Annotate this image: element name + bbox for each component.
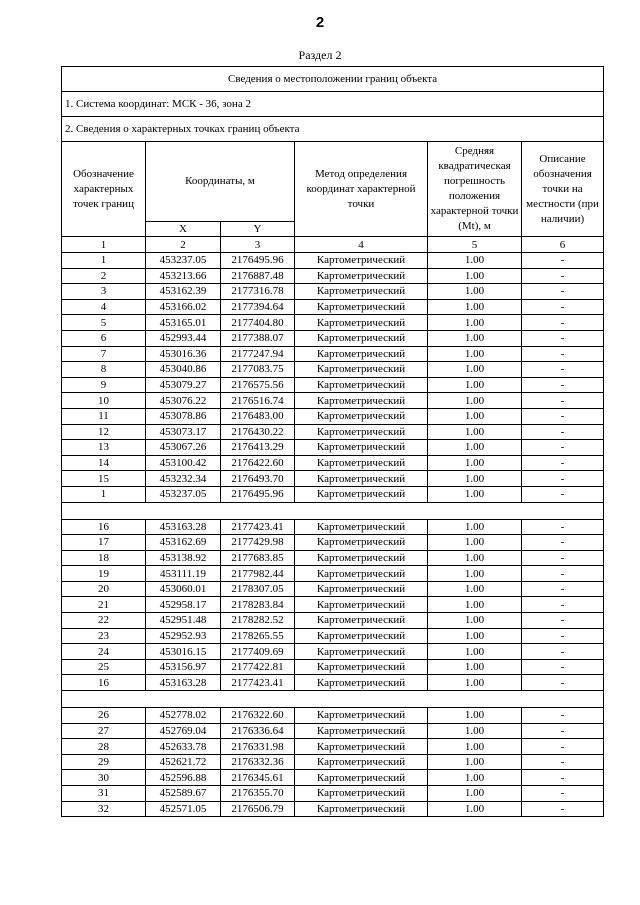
table-row	[62, 723, 604, 739]
mean-error: 1.00	[428, 786, 522, 802]
description: -	[522, 739, 604, 755]
description: -	[522, 628, 604, 644]
point-designation: 9	[62, 377, 146, 393]
point-designation: 31	[62, 786, 146, 802]
table-row	[62, 299, 604, 315]
method: Картометрический	[295, 284, 428, 300]
coord-y: 2176332.36	[221, 754, 295, 770]
point-designation: 26	[62, 708, 146, 724]
coord-x: 452633.78	[146, 739, 221, 755]
table-row	[62, 675, 604, 691]
coord-x: 453079.27	[146, 377, 221, 393]
method: Картометрический	[295, 675, 428, 691]
table-row	[62, 253, 604, 269]
header-x: X	[146, 222, 221, 237]
table-row	[62, 362, 604, 378]
method: Картометрический	[295, 408, 428, 424]
method: Картометрический	[295, 299, 428, 315]
method: Картометрический	[295, 440, 428, 456]
table-row	[62, 486, 604, 502]
description: -	[522, 519, 604, 535]
coord-y: 2177423.41	[221, 675, 295, 691]
description: -	[522, 253, 604, 269]
point-designation: 27	[62, 723, 146, 739]
method: Картометрический	[295, 362, 428, 378]
coord-y: 2176483.00	[221, 408, 295, 424]
point-designation: 24	[62, 644, 146, 660]
mean-error: 1.00	[428, 393, 522, 409]
description: -	[522, 408, 604, 424]
coord-y: 2177404.80	[221, 315, 295, 331]
column-number: 5	[428, 237, 522, 253]
method: Картометрический	[295, 424, 428, 440]
point-designation: 5	[62, 315, 146, 331]
coord-x: 453163.28	[146, 519, 221, 535]
table-row	[62, 440, 604, 456]
method: Картометрический	[295, 330, 428, 346]
coord-x: 452571.05	[146, 801, 221, 817]
table-row	[62, 471, 604, 487]
description: -	[522, 708, 604, 724]
mean-error: 1.00	[428, 315, 522, 331]
coord-x: 453165.01	[146, 315, 221, 331]
coord-x: 452958.17	[146, 597, 221, 613]
description: -	[522, 377, 604, 393]
table-row	[62, 346, 604, 362]
coord-x: 453138.92	[146, 550, 221, 566]
point-designation: 19	[62, 566, 146, 582]
method: Картометрический	[295, 597, 428, 613]
table-row	[62, 581, 604, 597]
description: -	[522, 486, 604, 502]
coord-x: 452621.72	[146, 754, 221, 770]
coord-x: 453073.17	[146, 424, 221, 440]
point-designation: 29	[62, 754, 146, 770]
coord-x: 453100.42	[146, 455, 221, 471]
description: -	[522, 754, 604, 770]
mean-error: 1.00	[428, 739, 522, 755]
description: -	[522, 597, 604, 613]
separator-cell	[62, 691, 604, 708]
coord-x: 452951.48	[146, 613, 221, 629]
header-row	[62, 142, 604, 222]
header-error: Средняя квадратическая погрешность положения характерной точки (Mt), м	[428, 142, 522, 237]
coord-y: 2176495.96	[221, 253, 295, 269]
coord-x: 453162.69	[146, 535, 221, 551]
coord-y: 2177083.75	[221, 362, 295, 378]
coord-x: 453237.05	[146, 486, 221, 502]
group-separator-row	[62, 502, 604, 519]
mean-error: 1.00	[428, 455, 522, 471]
separator-cell	[62, 502, 604, 519]
coord-x: 452769.04	[146, 723, 221, 739]
point-designation: 18	[62, 550, 146, 566]
coord-x: 453111.19	[146, 566, 221, 582]
coord-y: 2176355.70	[221, 786, 295, 802]
point-designation: 2	[62, 268, 146, 284]
mean-error: 1.00	[428, 299, 522, 315]
table-row	[62, 519, 604, 535]
mean-error: 1.00	[428, 613, 522, 629]
coord-x: 453078.86	[146, 408, 221, 424]
column-number: 2	[146, 237, 221, 253]
description: -	[522, 440, 604, 456]
point-designation: 21	[62, 597, 146, 613]
coord-x: 453076.22	[146, 393, 221, 409]
coord-y: 2176506.79	[221, 801, 295, 817]
method: Картометрический	[295, 708, 428, 724]
point-designation: 1	[62, 486, 146, 502]
point-designation: 6	[62, 330, 146, 346]
method: Картометрический	[295, 519, 428, 535]
mean-error: 1.00	[428, 801, 522, 817]
description: -	[522, 330, 604, 346]
method: Картометрический	[295, 253, 428, 269]
header-method: Метод определения координат характерной точки	[295, 142, 428, 237]
description: -	[522, 315, 604, 331]
description: -	[522, 268, 604, 284]
section-title: Раздел 2	[298, 48, 342, 62]
method: Картометрический	[295, 786, 428, 802]
point-designation: 10	[62, 393, 146, 409]
mean-error: 1.00	[428, 377, 522, 393]
coord-y: 2178282.52	[221, 613, 295, 629]
mean-error: 1.00	[428, 519, 522, 535]
coord-y: 2177316.78	[221, 284, 295, 300]
method: Картометрический	[295, 377, 428, 393]
point-designation: 28	[62, 739, 146, 755]
mean-error: 1.00	[428, 675, 522, 691]
coord-x: 453060.01	[146, 581, 221, 597]
table-row	[62, 455, 604, 471]
point-designation: 25	[62, 659, 146, 675]
coord-y: 2177247.94	[221, 346, 295, 362]
coord-system-row	[62, 92, 604, 117]
mean-error: 1.00	[428, 597, 522, 613]
description: -	[522, 566, 604, 582]
method: Картометрический	[295, 393, 428, 409]
method: Картометрический	[295, 581, 428, 597]
description: -	[522, 393, 604, 409]
table-row	[62, 566, 604, 582]
mean-error: 1.00	[428, 268, 522, 284]
method: Картометрический	[295, 268, 428, 284]
method: Картометрический	[295, 535, 428, 551]
coord-y: 2177423.41	[221, 519, 295, 535]
method: Картометрический	[295, 754, 428, 770]
coord-x: 452589.67	[146, 786, 221, 802]
table-title: Сведения о местоположении границ объекта	[62, 67, 604, 92]
point-designation: 22	[62, 613, 146, 629]
mean-error: 1.00	[428, 708, 522, 724]
table-row	[62, 597, 604, 613]
method: Картометрический	[295, 346, 428, 362]
method: Картометрический	[295, 801, 428, 817]
coord-x: 453166.02	[146, 299, 221, 315]
coord-y: 2176336.64	[221, 723, 295, 739]
table-row	[62, 739, 604, 755]
point-designation: 1	[62, 253, 146, 269]
description: -	[522, 723, 604, 739]
description: -	[522, 786, 604, 802]
coord-y: 2178265.55	[221, 628, 295, 644]
table-row	[62, 613, 604, 629]
method: Картометрический	[295, 628, 428, 644]
mean-error: 1.00	[428, 659, 522, 675]
method: Картометрический	[295, 723, 428, 739]
coord-y: 2176413.29	[221, 440, 295, 456]
coord-x: 453237.05	[146, 253, 221, 269]
description: -	[522, 299, 604, 315]
point-designation: 11	[62, 408, 146, 424]
group-separator-row	[62, 691, 604, 708]
table-row	[62, 770, 604, 786]
method: Картометрический	[295, 455, 428, 471]
description: -	[522, 644, 604, 660]
description: -	[522, 613, 604, 629]
column-number: 4	[295, 237, 428, 253]
coord-x: 452596.88	[146, 770, 221, 786]
coord-y: 2176493.70	[221, 471, 295, 487]
coord-y: 2176516.74	[221, 393, 295, 409]
coord-y: 2176430.22	[221, 424, 295, 440]
table-row	[62, 801, 604, 817]
description: -	[522, 362, 604, 378]
description: -	[522, 550, 604, 566]
description: -	[522, 659, 604, 675]
points-title: 2. Сведения о характерных точках границ объекта	[62, 117, 604, 142]
coord-y: 2176495.96	[221, 486, 295, 502]
point-designation: 7	[62, 346, 146, 362]
coord-y: 2177422.81	[221, 659, 295, 675]
description: -	[522, 284, 604, 300]
mean-error: 1.00	[428, 550, 522, 566]
coord-y: 2178307.05	[221, 581, 295, 597]
point-designation: 23	[62, 628, 146, 644]
description: -	[522, 346, 604, 362]
mean-error: 1.00	[428, 471, 522, 487]
point-designation: 3	[62, 284, 146, 300]
table-row	[62, 330, 604, 346]
coord-y: 2177394.64	[221, 299, 295, 315]
coord-x: 453232.34	[146, 471, 221, 487]
mean-error: 1.00	[428, 284, 522, 300]
coord-x: 453040.86	[146, 362, 221, 378]
mean-error: 1.00	[428, 628, 522, 644]
coord-y: 2177388.07	[221, 330, 295, 346]
coord-x: 453162.39	[146, 284, 221, 300]
mean-error: 1.00	[428, 346, 522, 362]
mean-error: 1.00	[428, 754, 522, 770]
coord-y: 2176322.60	[221, 708, 295, 724]
mean-error: 1.00	[428, 486, 522, 502]
table-row	[62, 786, 604, 802]
coord-y: 2176575.56	[221, 377, 295, 393]
description: -	[522, 535, 604, 551]
point-designation: 20	[62, 581, 146, 597]
point-designation: 16	[62, 675, 146, 691]
point-designation: 32	[62, 801, 146, 817]
header-description: Описание обозначения точки на местности (при наличии)	[522, 142, 604, 237]
mean-error: 1.00	[428, 770, 522, 786]
coord-system: 1. Система координат: МСК - 36, зона 2	[62, 92, 604, 117]
coord-x: 453016.36	[146, 346, 221, 362]
header-y: Y	[221, 222, 295, 237]
coord-y: 2176345.61	[221, 770, 295, 786]
coord-x: 453156.97	[146, 659, 221, 675]
mean-error: 1.00	[428, 644, 522, 660]
method: Картометрический	[295, 659, 428, 675]
coord-y: 2177683.85	[221, 550, 295, 566]
method: Картометрический	[295, 315, 428, 331]
table-row	[62, 659, 604, 675]
description: -	[522, 770, 604, 786]
coord-y: 2178283.84	[221, 597, 295, 613]
method: Картометрический	[295, 550, 428, 566]
description: -	[522, 471, 604, 487]
mean-error: 1.00	[428, 723, 522, 739]
table-row	[62, 535, 604, 551]
method: Картометрический	[295, 486, 428, 502]
boundary-points-table	[61, 66, 604, 817]
description: -	[522, 581, 604, 597]
table-row	[62, 315, 604, 331]
coord-y: 2177429.98	[221, 535, 295, 551]
table-row	[62, 284, 604, 300]
table-title-row	[62, 67, 604, 92]
method: Картометрический	[295, 770, 428, 786]
method: Картометрический	[295, 613, 428, 629]
mean-error: 1.00	[428, 362, 522, 378]
table-body	[62, 67, 604, 817]
method: Картометрический	[295, 644, 428, 660]
mean-error: 1.00	[428, 566, 522, 582]
coord-x: 452778.02	[146, 708, 221, 724]
table-row	[62, 393, 604, 409]
mean-error: 1.00	[428, 408, 522, 424]
coord-y: 2177982.44	[221, 566, 295, 582]
point-designation: 8	[62, 362, 146, 378]
method: Картометрический	[295, 739, 428, 755]
mean-error: 1.00	[428, 424, 522, 440]
table-row	[62, 550, 604, 566]
page-number: 2	[315, 14, 325, 31]
points-title-row	[62, 117, 604, 142]
description: -	[522, 675, 604, 691]
coord-x: 453163.28	[146, 675, 221, 691]
table-row	[62, 708, 604, 724]
method: Картометрический	[295, 566, 428, 582]
method: Картометрический	[295, 471, 428, 487]
point-designation: 13	[62, 440, 146, 456]
column-number: 6	[522, 237, 604, 253]
table-row	[62, 628, 604, 644]
point-designation: 14	[62, 455, 146, 471]
mean-error: 1.00	[428, 330, 522, 346]
description: -	[522, 455, 604, 471]
header-designation: Обозначение характерных точек границ	[62, 142, 146, 237]
mean-error: 1.00	[428, 535, 522, 551]
point-designation: 4	[62, 299, 146, 315]
column-number: 3	[221, 237, 295, 253]
coord-x: 453213.66	[146, 268, 221, 284]
coord-y: 2176422.60	[221, 455, 295, 471]
description: -	[522, 801, 604, 817]
column-numbers-row	[62, 237, 604, 253]
coord-y: 2177409.69	[221, 644, 295, 660]
coord-x: 452993.44	[146, 330, 221, 346]
column-number: 1	[62, 237, 146, 253]
coord-x: 452952.93	[146, 628, 221, 644]
point-designation: 15	[62, 471, 146, 487]
point-designation: 12	[62, 424, 146, 440]
table-row	[62, 424, 604, 440]
table-row	[62, 754, 604, 770]
table-row	[62, 408, 604, 424]
table-row	[62, 644, 604, 660]
header-coordinates: Координаты, м	[146, 142, 295, 222]
coord-x: 453067.26	[146, 440, 221, 456]
mean-error: 1.00	[428, 253, 522, 269]
coord-y: 2176331.98	[221, 739, 295, 755]
coord-x: 453016.15	[146, 644, 221, 660]
mean-error: 1.00	[428, 581, 522, 597]
point-designation: 30	[62, 770, 146, 786]
point-designation: 16	[62, 519, 146, 535]
description: -	[522, 424, 604, 440]
table-row	[62, 268, 604, 284]
mean-error: 1.00	[428, 440, 522, 456]
table-row	[62, 377, 604, 393]
point-designation: 17	[62, 535, 146, 551]
coord-y: 2176887.48	[221, 268, 295, 284]
